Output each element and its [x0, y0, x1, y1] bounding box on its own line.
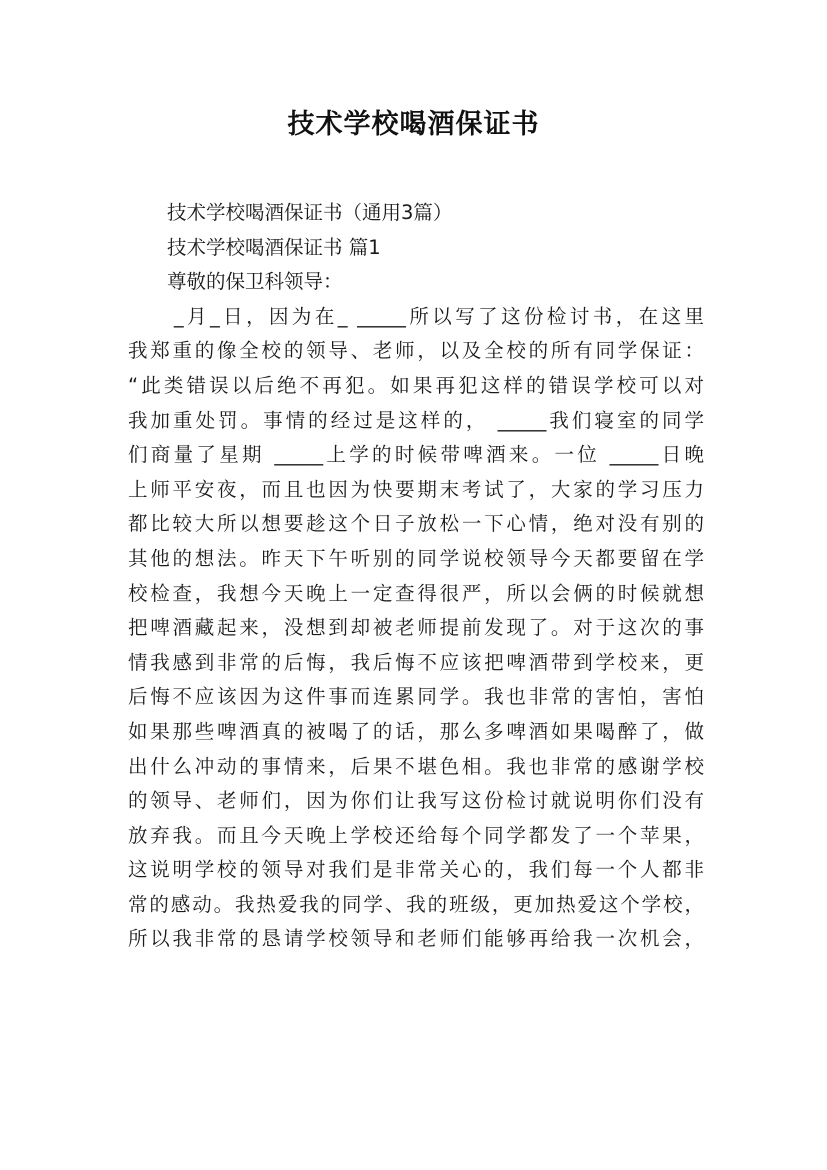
body-text-line: 我加重处罚。事情的经过是这样的， _____我们寝室的同学 — [128, 408, 704, 432]
body-text-line: 尊敬的保卫科领导： — [128, 270, 343, 294]
body-text-line: 情我感到非常的后悔，我后悔不应该把啤酒带到学校来，更 — [128, 650, 704, 674]
body-text-line: 我郑重的像全校的领导、老师，以及全校的所有同学保证： — [128, 339, 704, 363]
body-text-line: 校检查，我想今天晚上一定查得很严，所以会俩的时候就想 — [128, 581, 704, 605]
body-text-line: 的领导、老师们，因为你们让我写这份检讨就说明你们没有 — [128, 789, 704, 813]
body-text-line: 都比较大所以想要趁这个日子放松一下心情，绝对没有别的 — [128, 512, 704, 536]
body-text-line: 如果那些啤酒真的被喝了的话，那么多啤酒如果喝醉了，做 — [128, 719, 704, 743]
body-text-line: 们商量了星期 _____上学的时候带啤酒来。一位 _____日晚 — [128, 443, 704, 467]
body-text-line: 把啤酒藏起来，没想到却被老师提前发现了。对于这次的事 — [128, 616, 704, 640]
body-text-line: _月_日，因为在_ _____所以写了这份检讨书，在这里 — [128, 304, 704, 328]
body-text-line: 这说明学校的领导对我们是非常关心的，我们每一个人都非 — [128, 858, 704, 882]
body-text-line: 技术学校喝酒保证书 篇1 — [128, 235, 381, 259]
body-text-line: 放弃我。而且今天晚上学校还给每个同学都发了一个苹果， — [128, 823, 704, 847]
body-text-line: 后悔不应该因为这件事而连累同学。我也非常的害怕，害怕 — [128, 685, 704, 709]
body-text-line: 出什么冲动的事情来，后果不堪色相。我也非常的感谢学校 — [128, 754, 704, 778]
document-body — [128, 196, 704, 957]
body-text-line: 所以我非常的恳请学校领导和老师们能够再给我一次机会， — [128, 927, 704, 951]
document-title: 技术学校喝酒保证书 — [287, 109, 540, 140]
body-text-line: 上师平安夜，而且也因为快要期末考试了，大家的学习压力 — [128, 477, 704, 501]
body-text-line: “此类错误以后绝不再犯。如果再犯这样的错误学校可以对 — [128, 373, 704, 397]
body-text-line: 其他的想法。昨天下午听别的同学说校领导今天都要留在学 — [128, 546, 704, 570]
body-text-line: 技术学校喝酒保证书（通用3篇） — [128, 201, 453, 224]
body-text-line: 常的感动。我热爱我的同学、我的班级，更加热爱这个学校， — [128, 892, 704, 916]
